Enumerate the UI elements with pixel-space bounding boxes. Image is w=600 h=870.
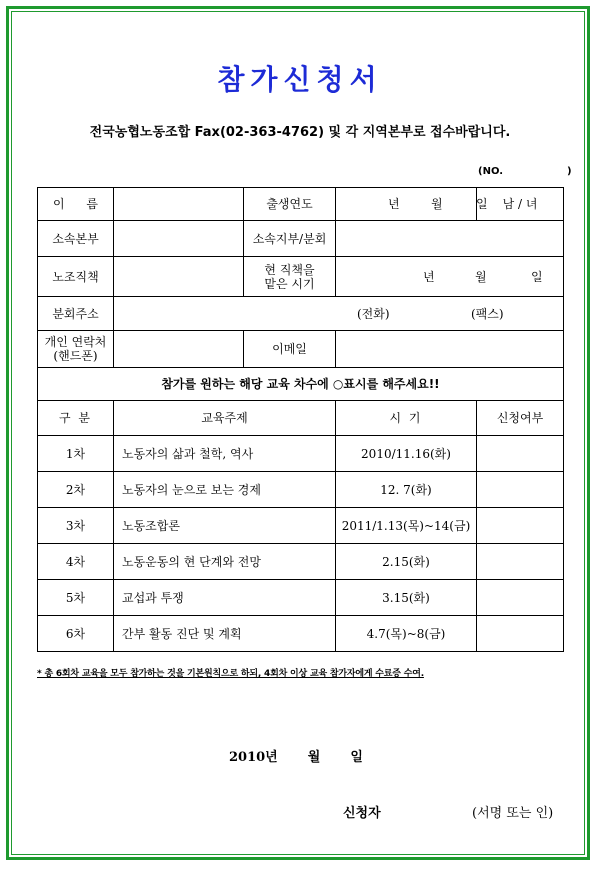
course-session: 5차: [38, 580, 114, 616]
course-session: 4차: [38, 544, 114, 580]
region-field[interactable]: [114, 221, 244, 257]
header-session: 구 분: [38, 401, 114, 436]
course-topic: 노동자의 눈으로 보는 경제: [114, 472, 336, 508]
term-day-unit: 일: [531, 269, 543, 284]
phone-label: (전화): [357, 306, 390, 321]
row-affiliation: [38, 221, 564, 257]
signature-note: (서명 또는 인): [472, 806, 554, 821]
row-course-notice: [38, 368, 564, 401]
region-label: 소속본부: [38, 221, 114, 257]
course-date: 4.7(목)~8(금): [336, 616, 477, 652]
term-date-field[interactable]: [336, 257, 564, 297]
email-label: 이메일: [244, 331, 336, 368]
row-name: [38, 188, 564, 221]
course-apply-field[interactable]: [477, 508, 564, 544]
mobile-label: [38, 331, 114, 368]
term-label: [244, 257, 336, 297]
course-session: 2차: [38, 472, 114, 508]
course-apply-field[interactable]: [477, 580, 564, 616]
doc-no-close: ): [567, 166, 572, 177]
submission-instruction: 전국농협노동조합 Fax(02-363-4762) 및 각 지역본부로 접수바랍니다.: [89, 125, 511, 140]
application-form-table: [37, 187, 564, 652]
fax-label: (팩스): [471, 306, 504, 321]
course-apply-field[interactable]: [477, 544, 564, 580]
email-field[interactable]: [336, 331, 564, 368]
mobile-label-line1: 개인 연락처: [44, 335, 107, 349]
birth-month-unit: 월: [431, 197, 443, 211]
table-row: [38, 472, 564, 508]
address-label: 분회주소: [38, 297, 114, 331]
position-label: 노조직책: [38, 257, 114, 297]
course-date: 3.15(화): [336, 580, 477, 616]
gender-choice[interactable]: 남 / 녀: [477, 188, 564, 221]
form-title: 참가신청서: [217, 63, 383, 96]
birth-day-unit: 일: [476, 197, 488, 211]
table-row: [38, 508, 564, 544]
name-field[interactable]: [114, 188, 244, 221]
row-address: [38, 297, 564, 331]
birth-label: 출생연도: [244, 188, 336, 221]
course-date: 2010/11.16(화): [336, 436, 477, 472]
branch-field[interactable]: [336, 221, 564, 257]
course-session: 1차: [38, 436, 114, 472]
table-row: [38, 616, 564, 652]
term-month-unit: 월: [475, 269, 487, 284]
course-date: 2011/1.13(목)~14(금): [336, 508, 477, 544]
position-field[interactable]: [114, 257, 244, 297]
table-row: [38, 580, 564, 616]
completion-footnote: * 총 6회차 교육을 모두 참가하는 것을 기본원칙으로 하되, 4회차 이상 교육 참가자에게 수료증 수여.: [37, 669, 424, 679]
course-apply-field[interactable]: [477, 616, 564, 652]
table-row: [38, 436, 564, 472]
course-topic: 간부 활동 진단 및 계획: [114, 616, 336, 652]
course-apply-field[interactable]: [477, 472, 564, 508]
course-topic: 노동운동의 현 단계와 전망: [114, 544, 336, 580]
course-topic: 노동자의 삶과 철학, 역사: [114, 436, 336, 472]
document-number: [478, 166, 572, 177]
header-date: 시 기: [336, 401, 477, 436]
mobile-label-line2: (핸드폰): [53, 349, 98, 363]
header-topic: 교육주제: [114, 401, 336, 436]
term-label-line2: 맡은 시기: [264, 276, 315, 291]
header-apply: 신청여부: [477, 401, 564, 436]
course-notice: 참가를 원하는 해당 교육 차수에 ○표시를 해주세요!!: [38, 368, 564, 401]
date-year: 2010년: [229, 750, 278, 765]
address-field[interactable]: [114, 297, 564, 331]
date-month: 월: [307, 750, 321, 765]
course-session: 6차: [38, 616, 114, 652]
date-day: 일: [350, 750, 363, 765]
applicant-label: 신청자: [343, 806, 381, 821]
term-year-unit: 년: [423, 269, 435, 284]
birth-date-field[interactable]: [336, 188, 488, 221]
mobile-field[interactable]: [114, 331, 244, 368]
application-date: [229, 746, 363, 765]
course-apply-field[interactable]: [477, 436, 564, 472]
course-date: 12. 7(화): [336, 472, 477, 508]
birth-year-unit: 년: [388, 197, 400, 211]
branch-label: 소속지부/분회: [244, 221, 336, 257]
name-label: 이 름: [38, 188, 114, 221]
course-session: 3차: [38, 508, 114, 544]
term-label-line1: 현 직책을: [264, 262, 315, 277]
table-row: [38, 544, 564, 580]
row-contact: [38, 331, 564, 368]
row-course-header: [38, 401, 564, 436]
doc-no-label: (NO.: [478, 166, 504, 177]
course-date: 2.15(화): [336, 544, 477, 580]
row-position: [38, 257, 564, 297]
course-topic: 교섭과 투쟁: [114, 580, 336, 616]
course-topic: 노동조합론: [114, 508, 336, 544]
